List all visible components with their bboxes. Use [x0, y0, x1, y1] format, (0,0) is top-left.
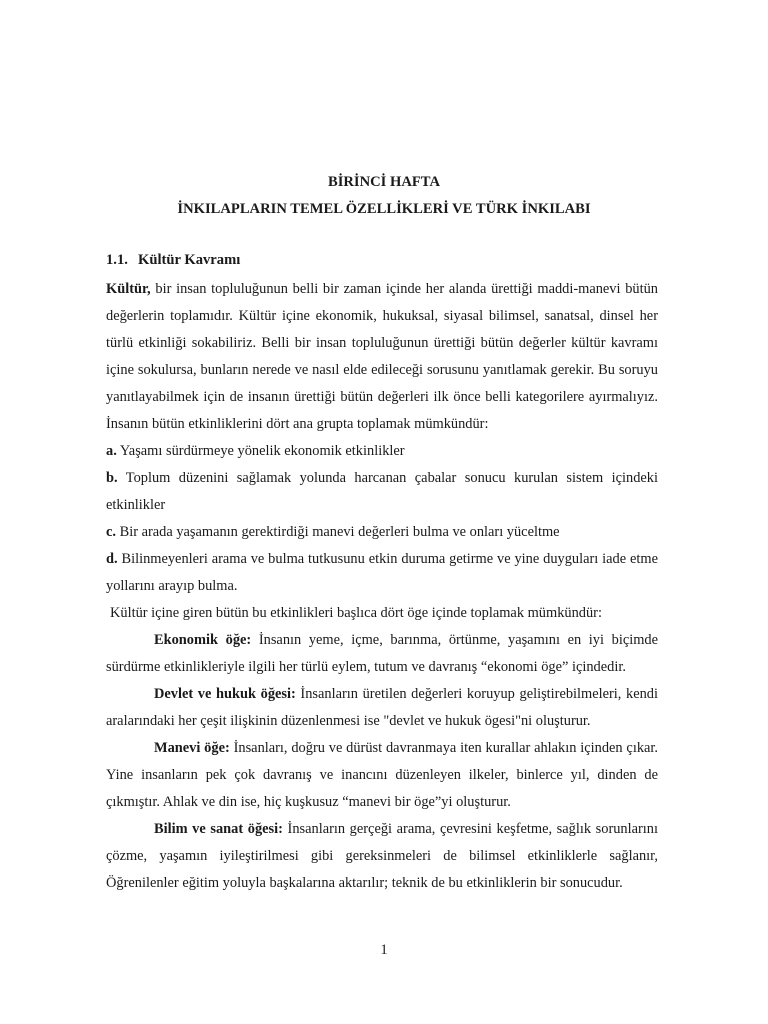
intro-paragraph: [106, 276, 658, 438]
list-item: [106, 465, 658, 519]
list-text: Toplum düzenini sağlamak yolunda harcanan çabalar sonucu kurulan sistem içindeki etkinlikler: [106, 470, 658, 513]
element-paragraph-economic: [106, 627, 658, 681]
list-marker: d.: [106, 551, 118, 567]
element-paragraph-state-law: [106, 681, 658, 735]
list-text: Bir arada yaşamanın gerektirdiği manevi değerleri bulma ve onları yüceltme: [116, 524, 560, 540]
page-number: 1: [380, 942, 388, 958]
section-heading: [106, 250, 240, 270]
element-paragraph-spiritual: [106, 735, 658, 816]
list-text: Bilinmeyenleri arama ve bulma tutkusunu etkin duruma getirme ve yine duyguları iade etme yollarını arayıp bulma.: [106, 551, 658, 594]
list-item: [106, 546, 658, 600]
element-text: İnsanların gerçeği arama, çevresini keşfetme, sağlık sorunlarını çözme, yaşamın iyileştirilmesi gibi gereksinmeleri de bilimsel etkinliklerle sağlanır, Öğrenilenler eğitim yoluyla başkalarına aktarılır; teknik de bu etkinliklerin bir sonucudur.: [106, 821, 658, 891]
document-body: [106, 276, 658, 897]
document-title: İNKILAPLARIN TEMEL ÖZELLİKLERİ VE TÜRK İNKILABI: [177, 201, 591, 217]
elements-intro: Kültür içine giren bütün bu etkinlikleri başlıca dört öge içinde toplamak mümkündür:: [110, 605, 602, 621]
list-item: [106, 438, 658, 465]
list-marker: c.: [106, 524, 116, 540]
list-marker: b.: [106, 470, 118, 486]
element-text: İnsanların üretilen değerleri koruyup geliştirebilmeleri, kendi aralarındaki her çeşit ilişkinin düzenlenmesi ise "devlet ve hukuk ögesi"ni oluşturur.: [106, 686, 658, 729]
element-term: Manevi öğe:: [154, 740, 230, 756]
element-term: Ekonomik öğe:: [154, 632, 252, 648]
element-text: İnsanları, doğru ve dürüst davranmaya iten kurallar ahlakın içinden çıkar. Yine insanların pek çok davranış ve inancını düzenleyen ilkeler, binlerce yıl, dinden de çıkmıştır. Ahlak ve din ise, hiç kuşkusuz “manevi bir öge”yi oluşturur.: [106, 740, 658, 810]
element-term: Devlet ve hukuk öğesi:: [154, 686, 296, 702]
list-text: Yaşamı sürdürmeye yönelik ekonomik etkinlikler: [116, 443, 405, 459]
element-paragraph-science-art: [106, 816, 658, 897]
intro-term: Kültür,: [106, 281, 151, 297]
section-title: Kültür Kavramı: [138, 252, 241, 268]
list-marker: a.: [106, 443, 117, 459]
intro-text: bir insan topluluğunun belli bir zaman içinde her alanda ürettiği maddi-manevi bütün değerlerin toplamıdır. Kültür içine ekonomik, hukuksal, siyasal bilimsel, sanatsal, dinsel her türlü etkinliği sokabiliriz. Belli bir insan topluluğunun ürettiği bütün değerler kültür kavramı içine sokulursa, bunların nerede ve nasıl elde edileceği sorusunu yanıtlamak gerekir. Bu soruyu yanıtlayabilmek için de insanın ürettiği bütün değerleri ilk önce belli kategorilere ayırmalıyız. İnsanın bütün etkinliklerini dört ana grupta toplamak mümkündür:: [106, 281, 658, 432]
element-term: Bilim ve sanat öğesi:: [154, 821, 283, 837]
section-number: 1.1.: [106, 252, 128, 268]
list-item: [106, 519, 658, 546]
week-heading: BİRİNCİ HAFTA: [327, 174, 441, 190]
element-text: İnsanın yeme, içme, barınma, örtünme, yaşamını en iyi biçimde sürdürme etkinlikleriyle ilgili her türlü eylem, tutum ve davranış “ekonomi öge” içindedir.: [106, 632, 658, 675]
